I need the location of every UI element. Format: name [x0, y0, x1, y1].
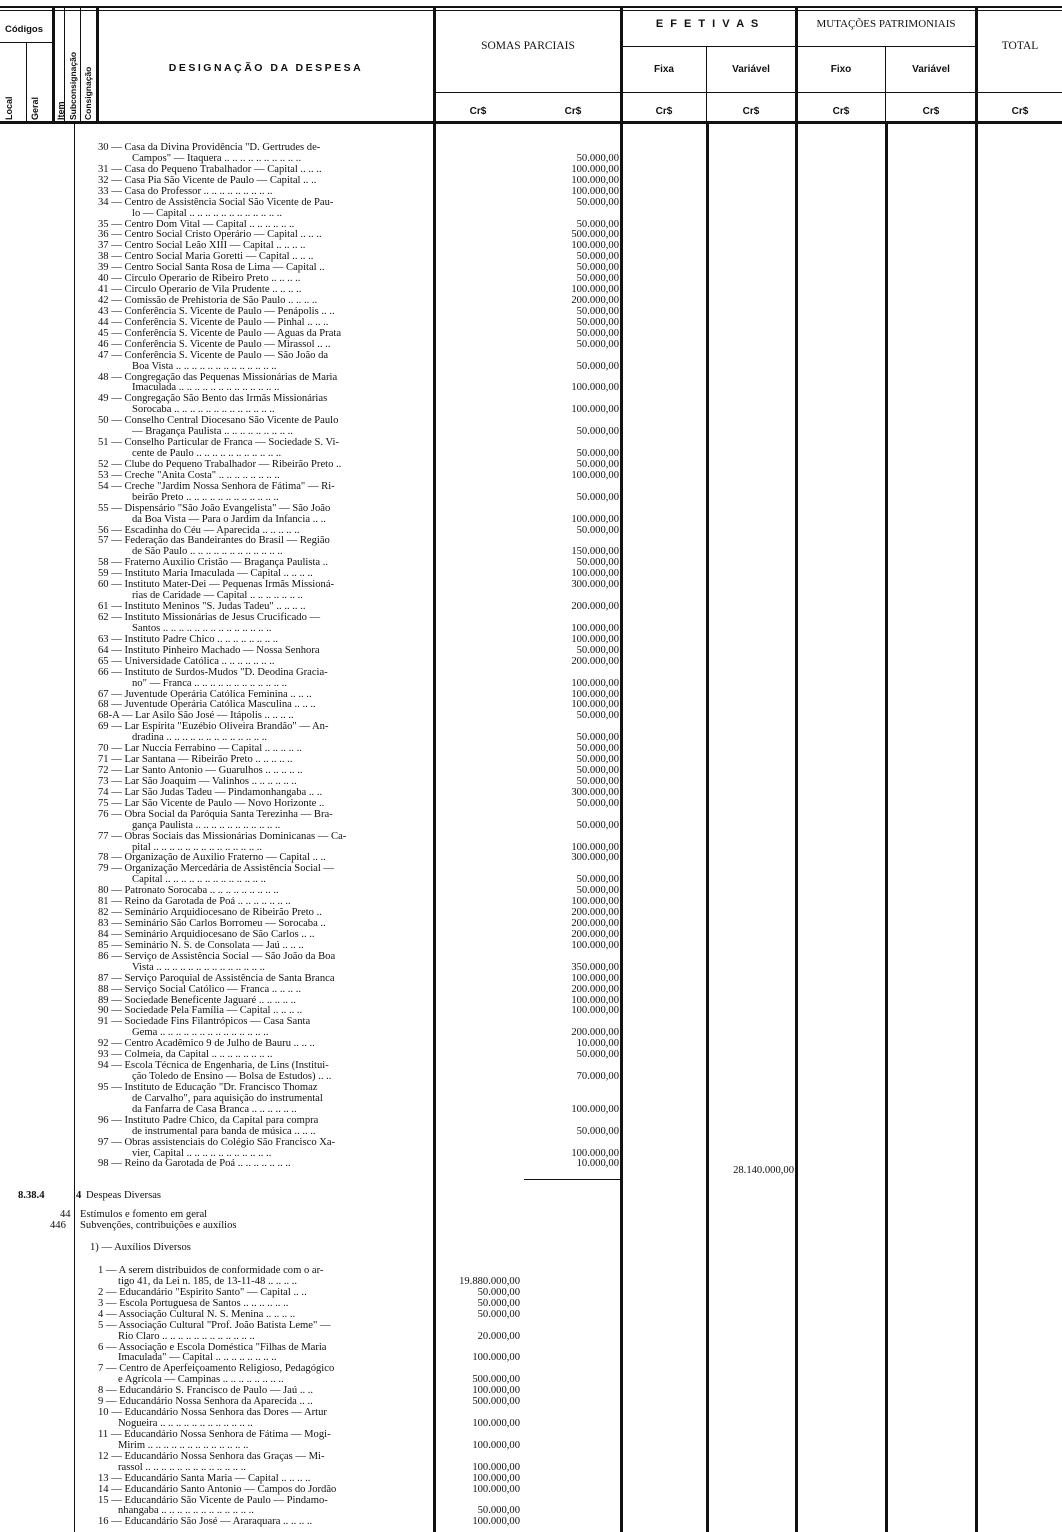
- row-value: 50.000,00: [576, 273, 619, 285]
- row-designation: 8 — Educandário S. Francisco de Paulo — Jaú .. ..: [98, 1385, 314, 1397]
- row-designation: 83 — Seminário São Carlos Borromeu — Sorocaba ..: [98, 918, 326, 930]
- row-designation: Boa Vista .. .. .. .. .. .. .. .. .. .. .. .. ..: [132, 360, 277, 372]
- consignacao-col-label: Consignação: [83, 66, 93, 120]
- row-designation: Imaculada .. .. .. .. .. .. .. .. .. .. .. .. ..: [132, 382, 280, 394]
- row-value: 200.000,00: [571, 1027, 619, 1039]
- designacao-label: DESIGNAÇÃO DA DESPESA: [168, 62, 364, 74]
- row-value: 100.000,00: [571, 939, 619, 951]
- row-designation: Mirim .. .. .. .. .. .. .. .. .. .. .. .. ..: [118, 1439, 249, 1451]
- fixo-label: Fixo: [830, 64, 852, 75]
- row-value: 100.000,00: [571, 972, 619, 984]
- title-44: Estímulos e fomento em geral: [80, 1209, 208, 1220]
- row-designation: dradina .. .. .. .. .. .. .. .. .. .. .. .. ..: [132, 732, 268, 744]
- section-title: Despeas Diversas: [86, 1190, 162, 1201]
- row-designation: beirão Preto .. .. .. .. .. .. .. .. .. .. .. ..: [132, 491, 279, 503]
- row-value: 100.000,00: [571, 1147, 619, 1159]
- row-designation: 66 — Instituto de Surdos-Mudos "D. Deodina Gracia-: [98, 666, 328, 678]
- row-designation: 42 — Comissão de Prehistoria de São Paulo .. .. .. ..: [98, 295, 318, 307]
- codigos-label: Códigos: [5, 24, 43, 35]
- row-designation: 62 — Instituto Missionárias de Jesus Crucificado —: [98, 611, 321, 623]
- row-designation: 35 — Centro Dom Vital — Capital .. .. .. .. .. ..: [98, 218, 295, 230]
- row-designation: 5 — Associação Cultural "Prof. João Batista Leme" —: [98, 1319, 331, 1331]
- row-designation: 47 — Conferência S. Vicente de Paulo — São João da: [98, 349, 329, 361]
- row-designation: 74 — Lar São Judas Tadeu — Pindamonhangaba .. ..: [98, 786, 323, 798]
- cr-unit-4: Cr$: [742, 106, 760, 117]
- row-value: 70.000,00: [576, 1071, 619, 1083]
- row-designation: 80 — Patronato Sorocaba .. .. .. .. .. .. .. .. ..: [98, 885, 279, 897]
- row-partial-value: 100.000,00: [472, 1472, 520, 1484]
- row-designation: 98 — Reino da Garotada de Poá .. .. .. .. .. .. ..: [98, 1158, 291, 1170]
- row-designation: 56 — Escadinha do Céu — Aparecida .. .. .. .. ..: [98, 524, 300, 536]
- row-designation: 68 — Juventude Operária Católica Masculina .. .. ..: [98, 699, 316, 711]
- row-partial-value: 100.000,00: [472, 1385, 520, 1397]
- row-designation: 49 — Congregação São Bento das Irmãs Missionárias: [98, 393, 328, 405]
- row-designation: 43 — Conferência S. Vicente de Paulo — Penápolis .. ..: [98, 305, 335, 317]
- row-designation: 60 — Instituto Mater-Dei — Pequenas Irmãs Missioná-: [98, 579, 335, 591]
- row-designation: 71 — Lar Santana — Ribeirão Preto .. .. .. .. ..: [98, 754, 293, 766]
- row-value: 50.000,00: [576, 251, 619, 263]
- row-value: 10.000,00: [576, 1038, 619, 1050]
- fixa-label: Fixa: [653, 64, 674, 75]
- row-value: 150.000,00: [571, 546, 619, 558]
- row-value: 50.000,00: [576, 819, 619, 831]
- variavel-label: Variável: [732, 64, 770, 75]
- row-value: 50.000,00: [576, 885, 619, 897]
- row-designation: cente de Paulo .. .. .. .. .. .. .. .. .. .. ..: [132, 448, 282, 460]
- row-value: 50.000,00: [576, 1125, 619, 1137]
- row-designation: 55 — Dispensário "São João Evangelista" — São João: [98, 502, 331, 514]
- row-designation: 39 — Centro Social Santa Rosa de Lima — Capital ..: [98, 262, 325, 274]
- row-designation: Gema .. .. .. .. .. .. .. .. .. .. .. .. .. ..: [132, 1027, 269, 1039]
- row-designation: gança Paulista .. .. .. .. .. .. .. .. .. .. ..: [132, 819, 281, 831]
- cr-unit-3: Cr$: [655, 106, 673, 117]
- row-designation: 79 — Organização Mercedária de Assistência Social —: [98, 863, 335, 875]
- row-designation: 15 — Educandário São Vicente de Paulo — Pindamo-: [98, 1494, 328, 1506]
- row-designation: 30 — Casa da Divina Providência "D. Gertrudes de-: [98, 142, 321, 153]
- row-designation: Nogueira .. .. .. .. .. .. .. .. .. .. .. ..: [118, 1418, 253, 1430]
- row-value: 100.000,00: [571, 677, 619, 689]
- row-value: 100.000,00: [571, 1005, 619, 1017]
- row-designation: e Agrícola — Campinas .. .. .. .. .. .. .. ..: [118, 1374, 284, 1386]
- row-designation: 78 — Organização de Auxilio Fraterno — Capital .. ..: [98, 852, 326, 864]
- row-designation: vier, Capital .. .. .. .. .. .. .. .. .. .. ..: [132, 1147, 272, 1159]
- row-value: 50.000,00: [576, 797, 619, 809]
- section-code-num: 4: [76, 1190, 82, 1201]
- row-value: 50.000,00: [576, 327, 619, 339]
- row-designation: 33 — Casa do Professor .. .. .. .. .. .. .. .. ..: [98, 185, 273, 197]
- row-designation: 86 — Serviço de Assistência Social — São João da Boa: [98, 950, 336, 962]
- row-value: 50.000,00: [576, 426, 619, 438]
- row-designation: 38 — Centro Social Maria Goretti — Capital .. .. ..: [98, 251, 314, 263]
- title-446: Subvenções, contribuições e auxílios: [80, 1220, 237, 1231]
- row-value: 100.000,00: [571, 896, 619, 908]
- somas-parciais-label: SOMAS PARCIAIS: [481, 40, 575, 52]
- row-designation: 93 — Colmeia, da Capital .. .. .. .. .. .. .. ..: [98, 1049, 273, 1061]
- row-designation: 31 — Casa do Pequeno Trabalhador — Capital .. .. ..: [98, 163, 322, 175]
- row-designation: 48 — Congregação das Pequenas Missionárias de Maria: [98, 371, 338, 383]
- geral-col-label: Geral: [30, 96, 40, 120]
- row-value: 50.000,00: [576, 710, 619, 722]
- row-designation: 32 — Casa Pia São Vicente de Paulo — Capital .. ..: [98, 174, 317, 186]
- row-value: 50.000,00: [576, 754, 619, 766]
- cr-unit-1: Cr$: [469, 106, 487, 117]
- row-value: 50.000,00: [576, 338, 619, 350]
- row-partial-value: 500.000,00: [472, 1374, 520, 1386]
- row-designation: 13 — Educandário Santa Maria — Capital .. .. .. ..: [98, 1472, 311, 1484]
- row-designation: 4 — Associação Cultural N. S. Menina .. .. .. ..: [98, 1308, 296, 1320]
- row-value: 100.000,00: [571, 469, 619, 481]
- row-value: 100.000,00: [571, 404, 619, 416]
- row-designation: 54 — Creche "Jardim Nossa Senhora de Fátima" — Ri-: [98, 480, 335, 492]
- row-designation: 53 — Creche "Anita Costa" .. .. .. .. .. .. .. ..: [98, 469, 280, 481]
- row-partial-value: 20.000,00: [477, 1330, 520, 1342]
- row-value: 50.000,00: [576, 316, 619, 328]
- row-value: 300.000,00: [571, 579, 619, 591]
- subtotal-rule: [524, 1179, 620, 1180]
- row-designation: 3 — Escola Portuguesa de Santos .. .. .. .. .. ..: [98, 1297, 289, 1309]
- row-designation: 72 — Lar Santo Antonio — Guarulhos .. .. .. .. ..: [98, 765, 303, 776]
- row-value: 100.000,00: [571, 284, 619, 296]
- row-value: 100.000,00: [571, 699, 619, 711]
- row-designation: 92 — Centro Acadêmico 9 de Julho de Bauru .. .. ..: [98, 1038, 315, 1050]
- row-designation: Capital .. .. .. .. .. .. .. .. .. .. .. .. ..: [132, 874, 266, 886]
- row-designation: 69 — Lar Espírita "Euzébio Oliveira Brandão" — An-: [98, 721, 329, 733]
- code-44: 44: [60, 1209, 71, 1220]
- row-designation: 75 — Lar São Vicente de Paulo — Novo Horizonte ..: [98, 797, 325, 809]
- row-value: 50.000,00: [576, 557, 619, 569]
- row-value: 50.000,00: [576, 874, 619, 886]
- row-designation: 70 — Lar Nuccia Ferrabino — Capital .. .. .. .. ..: [98, 743, 302, 755]
- row-designation: de Carvalho", para aquisição do instrumental: [132, 1092, 323, 1104]
- row-value: 50.000,00: [576, 491, 619, 503]
- row-designation: 82 — Seminário Arquidiocesano de Ribeirão Preto ..: [98, 907, 322, 919]
- row-designation: Santos .. .. .. .. .. .. .. .. .. .. .. .. .. ..: [132, 622, 272, 634]
- row-value: 10.000,00: [576, 1158, 619, 1170]
- row-designation: 97 — Obras assistenciais do Colégio São Francisco Xa-: [98, 1136, 336, 1148]
- row-partial-value: 100.000,00: [472, 1461, 520, 1473]
- row-designation: 61 — Instituto Meninos "S. Judas Tadeu" .. .. .. ..: [98, 601, 306, 613]
- row-designation: rias de Caridade — Capital .. .. .. .. .. .. ..: [132, 590, 303, 602]
- subconsignacao-col-label: Subconsignação: [68, 51, 78, 120]
- row-designation: 87 — Serviço Paroquial de Assistência de Santa Branca: [98, 972, 335, 984]
- row-value: 200.000,00: [571, 928, 619, 940]
- row-designation: 41 — Circulo Operario de Vila Prudente .. .. .. ..: [98, 284, 302, 296]
- table-body: [0, 124, 1062, 1532]
- variavel-total: 28.140.000,00: [733, 1165, 794, 1176]
- total-label: TOTAL: [1001, 40, 1039, 52]
- row-value: 350.000,00: [571, 961, 619, 973]
- row-designation: pital .. .. .. .. .. .. .. .. .. .. .. .. .. ..: [132, 841, 263, 853]
- row-value: 50.000,00: [576, 732, 619, 744]
- row-partial-value: 19.880.000,00: [459, 1275, 520, 1287]
- row-value: 100.000,00: [571, 994, 619, 1006]
- row-designation: 50 — Conselho Central Diocesano São Vicente de Paulo: [98, 415, 339, 427]
- row-designation: 77 — Obras Sociais das Missionárias Dominicanas — Ca-: [98, 830, 347, 842]
- row-designation: 81 — Reino da Garotada de Poá .. .. .. .. .. .. ..: [98, 896, 291, 908]
- row-designation: 36 — Centro Social Cristo Operário — Capital .. .. ..: [98, 229, 322, 241]
- row-partial-value: 50.000,00: [477, 1286, 520, 1298]
- row-value: 100.000,00: [571, 185, 619, 197]
- row-designation: rassol .. .. .. .. .. .. .. .. .. .. .. .. ..: [118, 1461, 247, 1473]
- row-value: 50.000,00: [576, 524, 619, 536]
- row-value: 100.000,00: [571, 163, 619, 175]
- efetivas-label: E F E T I V A S: [655, 18, 761, 30]
- table-header: [0, 6, 1062, 124]
- row-designation: de São Paulo .. .. .. .. .. .. .. .. .. .. .. ..: [132, 546, 283, 558]
- row-designation: 89 — Sociedade Beneficente Jaguaré .. .. .. .. ..: [98, 994, 296, 1006]
- row-designation: 58 — Fraterno Auxilio Cristão — Bragança Paulista ..: [98, 557, 329, 569]
- row-partial-value: 100.000,00: [472, 1516, 520, 1528]
- row-value: 50.000,00: [576, 775, 619, 787]
- row-designation: Sorocaba .. .. .. .. .. .. .. .. .. .. .. .. ..: [132, 404, 275, 416]
- row-designation: 96 — Instituto Padre Chico, da Capital para compra: [98, 1114, 319, 1126]
- row-partial-value: 100.000,00: [472, 1439, 520, 1451]
- row-designation: nhangaba .. .. .. .. .. .. .. .. .. .. .. ..: [118, 1505, 254, 1517]
- row-value: 50.000,00: [576, 765, 619, 776]
- row-designation: ção Toledo de Ensino — Bolsa de Estudos) .. ..: [132, 1071, 332, 1083]
- row-value: 100.000,00: [571, 174, 619, 186]
- row-value: 50.000,00: [576, 644, 619, 656]
- row-designation: 65 — Universidade Católica .. .. .. .. .. .. ..: [98, 655, 275, 667]
- row-designation: 9 — Educandário Nossa Senhora da Aparecida .. ..: [98, 1396, 313, 1408]
- row-designation: 76 — Obra Social da Paróquia Santa Terezinha — Bra-: [98, 808, 333, 820]
- row-designation: 6 — Associação e Escola Doméstica "Filhas de Maria: [98, 1341, 327, 1353]
- row-partial-value: 50.000,00: [477, 1505, 520, 1517]
- row-designation: 2 — Educandário "Espirito Santo" — Capital .. ..: [98, 1286, 307, 1298]
- row-designation: Vista .. .. .. .. .. .. .. .. .. .. .. .. .. ..: [132, 961, 265, 973]
- mutacoes-label: MUTAÇÕES PATRIMONIAIS: [816, 18, 956, 30]
- cr-unit-6: Cr$: [922, 106, 940, 117]
- row-value: 300.000,00: [571, 852, 619, 864]
- row-designation: 73 — Lar São Joaquim — Valinhos .. .. .. .. .. ..: [98, 775, 297, 787]
- row-value: 200.000,00: [571, 655, 619, 667]
- row-designation: 63 — Instituto Padre Chico .. .. .. .. .. .. .. ..: [98, 633, 279, 645]
- row-value: 100.000,00: [571, 688, 619, 700]
- row-designation: 11 — Educandário Nossa Senhora de Fátima — Mogi-: [98, 1428, 331, 1440]
- row-designation: 68-A — Lar Asilo São José — Itápolis .. .. .. ..: [98, 710, 294, 722]
- row-designation: 67 — Juventude Operária Católica Feminina .. .. ..: [98, 688, 312, 700]
- row-designation: da Fanfarra de Casa Branca .. .. .. .. .. ..: [132, 1103, 297, 1115]
- row-value: 50.000,00: [576, 743, 619, 755]
- row-designation: 51 — Conselho Particular de Franca — Sociedade S. Vi-: [98, 437, 340, 449]
- row-value: 100.000,00: [571, 240, 619, 252]
- row-designation: 59 — Instituto Maria Imaculada — Capital .. .. .. ..: [98, 568, 313, 580]
- row-value: 200.000,00: [571, 907, 619, 919]
- row-partial-value: 50.000,00: [477, 1297, 520, 1309]
- row-designation: da Boa Vista — Para o Jardim da Infancia .. ..: [132, 513, 326, 525]
- row-designation: 16 — Educandário São José — Araraquara .. .. .. ..: [98, 1516, 313, 1528]
- row-value: 100.000,00: [571, 622, 619, 634]
- row-designation: Campos" — Itaquera .. .. .. .. .. .. .. .. .. ..: [132, 152, 302, 164]
- cr-unit-5: Cr$: [832, 106, 850, 117]
- row-value: 100.000,00: [571, 513, 619, 525]
- row-value: 200.000,00: [571, 601, 619, 613]
- row-designation: Imaculada" — Capital .. .. .. .. .. .. .. ..: [118, 1352, 277, 1364]
- row-partial-value: 500.000,00: [472, 1396, 520, 1408]
- row-partial-value: 50.000,00: [477, 1308, 520, 1320]
- row-value: 50.000,00: [576, 218, 619, 230]
- local-col-label: Local: [4, 96, 14, 120]
- row-designation: — Bragança Paulista .. .. .. .. .. .. .. .. ..: [132, 426, 293, 438]
- row-value: 100.000,00: [571, 568, 619, 580]
- row-designation: 14 — Educandário Santo Antonio — Campos do Jordão: [98, 1483, 337, 1495]
- row-value: 50.000,00: [576, 448, 619, 460]
- row-value: 50.000,00: [576, 360, 619, 372]
- row-value: 50.000,00: [576, 1049, 619, 1061]
- row-designation: 88 — Serviço Social Católico — Franca .. .. .. ..: [98, 983, 302, 995]
- row-designation: lo — Capital .. .. .. .. .. .. .. .. .. .. .. ..: [132, 207, 283, 219]
- auxilios-subtitle: 1) — Auxílios Diversos: [90, 1242, 191, 1253]
- row-designation: 44 — Conferência S. Vicente de Paulo — Pinhal .. .. ..: [98, 316, 329, 328]
- row-designation: 12 — Educandário Nossa Senhora das Graças — Mi-: [98, 1450, 325, 1462]
- row-designation: 37 — Centro Social Leão XIII — Capital .. .. .. ..: [98, 240, 306, 252]
- row-value: 50.000,00: [576, 196, 619, 208]
- row-designation: no" — Franca .. .. .. .. .. .. .. .. .. .. .. ..: [132, 677, 287, 689]
- row-value: 100.000,00: [571, 382, 619, 394]
- row-designation: 7 — Centro de Aperfeiçoamento Religioso, Pedagógico: [98, 1363, 335, 1375]
- row-designation: 95 — Instituto de Educação "Dr. Francisco Thomaz: [98, 1081, 318, 1093]
- row-designation: 94 — Escola Técnica de Engenharia, de Lins (Institui-: [98, 1060, 329, 1072]
- row-designation: 40 — Circulo Operario de Ribeiro Preto .. .. .. ..: [98, 273, 301, 285]
- row-value: 50.000,00: [576, 458, 619, 470]
- row-designation: de instrumental para banda de música .. .. ..: [132, 1125, 316, 1137]
- row-designation: 57 — Federação das Bandeirantes do Brasil — Região: [98, 535, 330, 547]
- row-value: 100.000,00: [571, 841, 619, 853]
- row-partial-value: 100.000,00: [472, 1352, 520, 1364]
- row-designation: 45 — Conferência S. Vicente de Paulo — Aguas da Prata: [98, 327, 342, 339]
- row-value: 100.000,00: [571, 633, 619, 645]
- row-value: 200.000,00: [571, 918, 619, 930]
- row-value: 50.000,00: [576, 305, 619, 317]
- row-value: 50.000,00: [576, 152, 619, 164]
- row-partial-value: 100.000,00: [472, 1418, 520, 1430]
- row-designation: 46 — Conferência S. Vicente de Paulo — Mirassol .. ..: [98, 338, 331, 350]
- row-value: 100.000,00: [571, 1103, 619, 1115]
- row-value: 200.000,00: [571, 983, 619, 995]
- cr-unit-2: Cr$: [564, 106, 582, 117]
- row-designation: 84 — Seminário Arquidiocesano de São Carlos .. ..: [98, 928, 315, 940]
- row-designation: 64 — Instituto Pinheiro Machado — Nossa Senhora: [98, 644, 320, 656]
- row-designation: 34 — Centro de Assistência Social São Vicente de Pau-: [98, 196, 334, 208]
- row-designation: 91 — Sociedade Fins Filantrópicos — Casa Santa: [98, 1016, 311, 1028]
- row-designation: 52 — Clube do Pequeno Trabalhador — Ribeirão Preto ..: [98, 458, 342, 470]
- row-designation: tigo 41, da Lei n. 185, de 13-11-48 .. .. .. ..: [118, 1275, 298, 1287]
- item-col-label: Item: [56, 101, 66, 120]
- row-designation: 85 — Seminário N. S. de Consolata — Jaú .. .. ..: [98, 939, 304, 951]
- variavel2-label: Variável: [912, 64, 950, 75]
- row-designation: Rio Claro .. .. .. .. .. .. .. .. .. .. .. ..: [118, 1330, 255, 1342]
- section-code: 8.38.4: [18, 1190, 45, 1201]
- row-partial-value: 100.000,00: [472, 1483, 520, 1495]
- row-designation: 1 — A serem distribuidos de conformidade com o ar-: [98, 1265, 324, 1276]
- row-designation: 90 — Sociedade Pela Família — Capital .. .. .. ..: [98, 1005, 303, 1017]
- row-value: 50.000,00: [576, 262, 619, 274]
- row-value: 200.000,00: [571, 295, 619, 307]
- cr-unit-7: Cr$: [1011, 106, 1029, 117]
- row-value: 300.000,00: [571, 786, 619, 798]
- row-designation: 10 — Educandário Nossa Senhora das Dores — Artur: [98, 1407, 327, 1419]
- row-value: 500.000,00: [571, 229, 619, 241]
- code-446: 446: [50, 1220, 66, 1231]
